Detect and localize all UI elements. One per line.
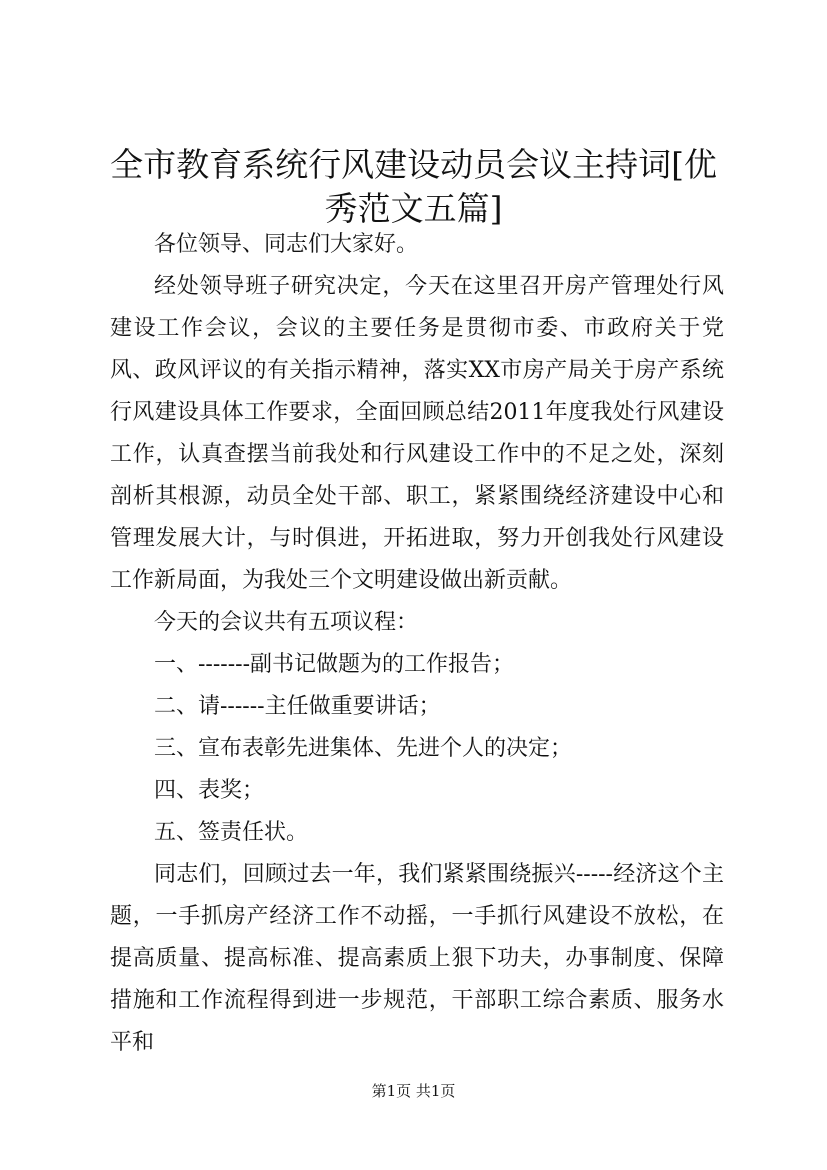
document-body xyxy=(110,224,724,1064)
agenda-item-2: 二、请------主任做重要讲话； xyxy=(154,694,441,719)
paragraph-intro: 经处领导班子研究决定，今天在这里召开房产管理处行风建设工作会议，会议的主要任务是贯彻市委、市政府关于党风、政风评议的有关指示精神，落实XX市房产局关于房产系统行风建设具体工作要求，全面回顾总结2011年度我处行风建设工作，认真查摆当前我处和行风建设工作中的不足之处，深刻剖析其根源，动员全处干部、职工，紧紧围绕经济建设中心和管理发展大计，与时俱进，开拓进取，努力开创我处行风建设工作新局面，为我处三个文明建设做出新贡献。 xyxy=(110,274,724,593)
agenda-item-3: 三、宣布表彰先进集体、先进个人的决定； xyxy=(154,736,573,761)
document-title: 全市教育系统行风建设动员会议主持词[优秀范文五篇] xyxy=(110,145,717,228)
agenda-item-1: 一、-------副书记做题为的工作报告； xyxy=(154,652,515,677)
page-number: 第1页 共1页 xyxy=(371,1082,456,1100)
paragraph-greeting: 各位领导、同志们大家好。 xyxy=(154,232,419,257)
paragraph-review: 同志们，回顾过去一年，我们紧紧围绕振兴-----经济这个主题，一手抓房产经济工作不动摇，一手抓行风建设不放松，在提高质量、提高标准、提高素质上狠下功夫，办事制度、保障措施和工作流程得到进一步规范，干部职工综合素质、服务水平和 xyxy=(110,862,724,1055)
paragraph-agenda-heading: 今天的会议共有五项议程： xyxy=(154,610,419,635)
agenda-item-5: 五、签责任状。 xyxy=(154,820,309,845)
agenda-item-4: 四、表奖； xyxy=(154,778,265,803)
